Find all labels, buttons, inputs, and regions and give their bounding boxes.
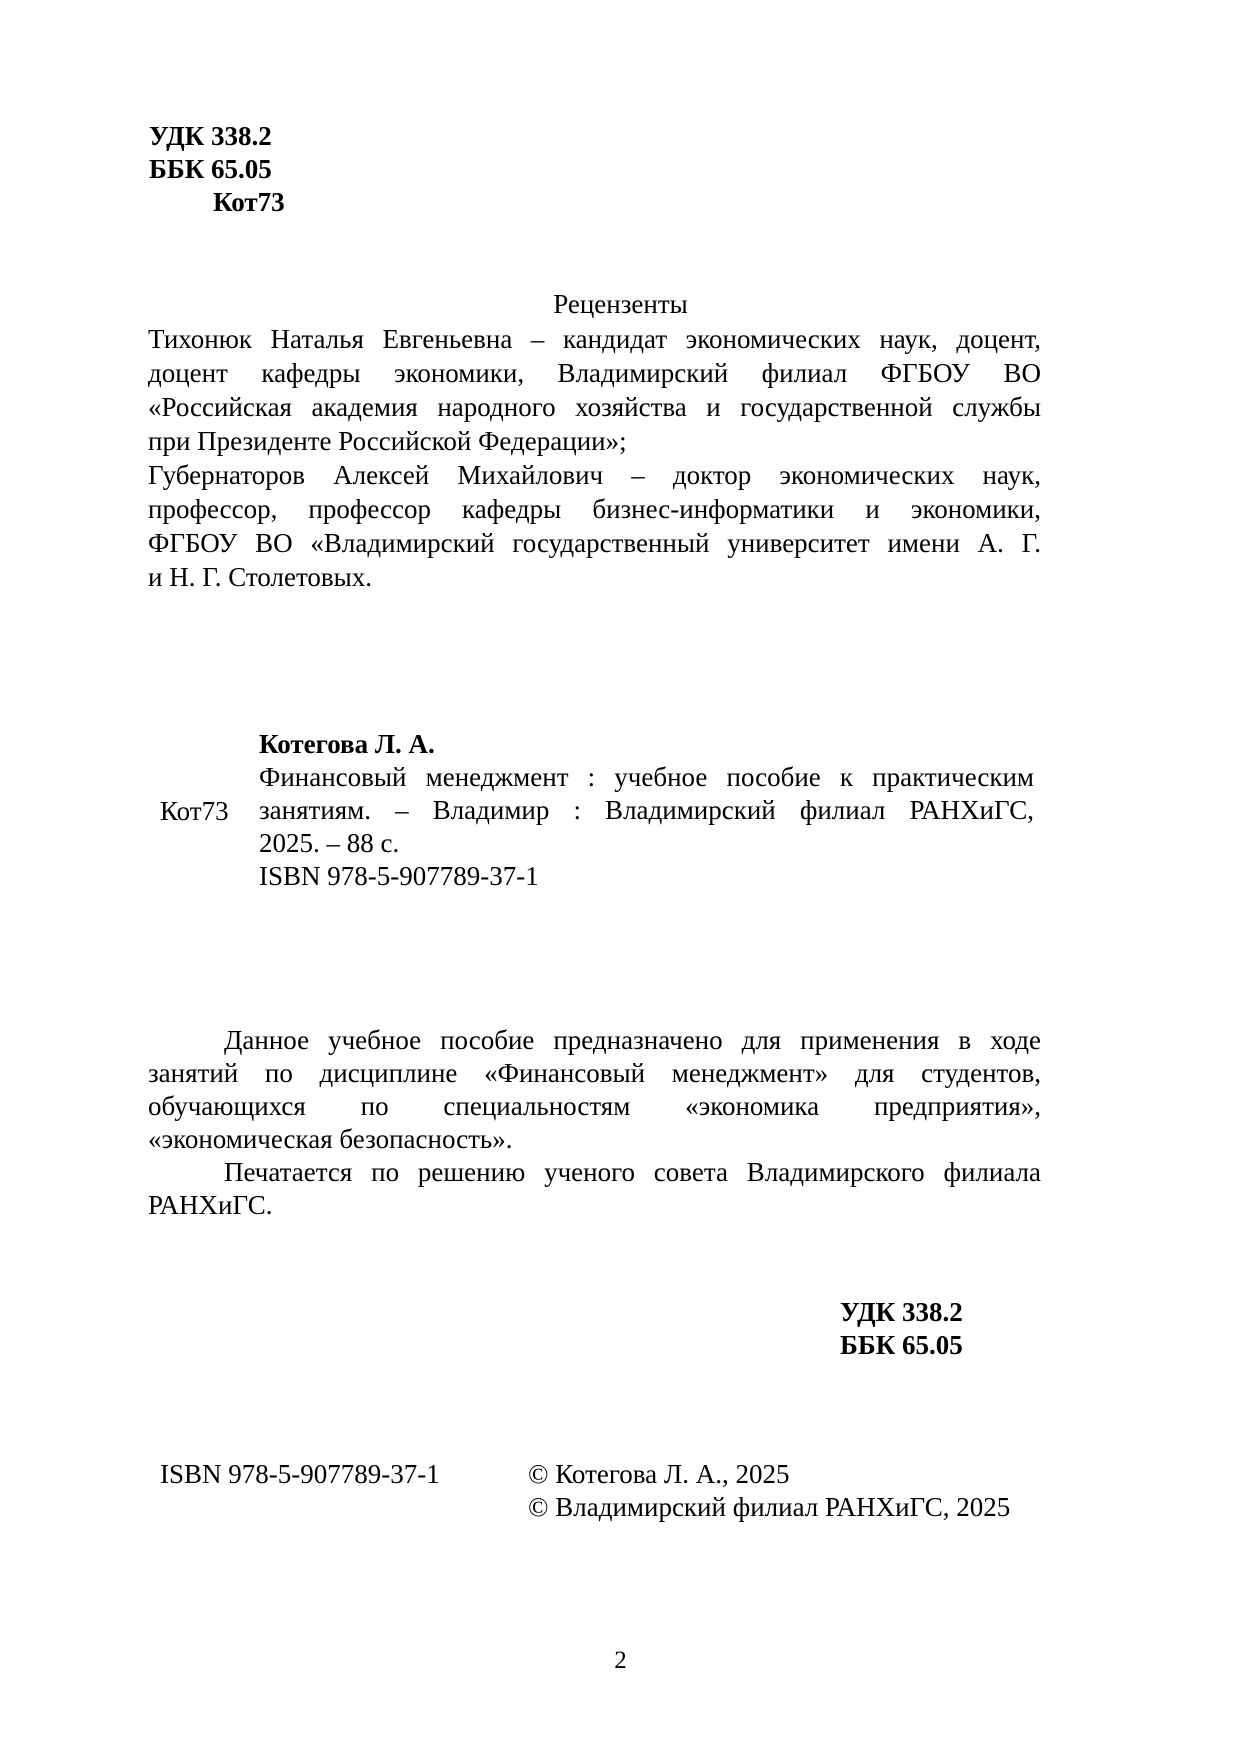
bib-author: Котегова Л. А. [259, 729, 435, 759]
reviewer-text-line: «Российская академия народного хозяйства и государственной службы [148, 392, 1041, 422]
annotation-line: РАНХиГС. [148, 1190, 273, 1220]
isbn: ISBN 978-5-907789-37-1 [160, 1459, 440, 1489]
reviewer-text-line: доцент кафедры экономики, Владимирский филиал ФГБОУ ВО [148, 358, 1041, 388]
annotation [148, 1024, 1041, 1222]
udk-code: УДК 338.2 [149, 121, 272, 151]
bibliographic-entry [259, 728, 1034, 893]
classification-codes-bottom [840, 1296, 963, 1362]
copyright-block [528, 1458, 1010, 1524]
annotation-line: занятий по дисциплине «Финансовый менеджмент» для студентов, [148, 1058, 1041, 1088]
bbk-code: ББК 65.05 [840, 1330, 963, 1360]
reviewer-text-line: при Президенте Российской Федерации»; [148, 426, 627, 456]
annotation-line: «экономическая безопасность». [148, 1124, 513, 1154]
author-mark: Кот73 [213, 187, 285, 217]
bbk-code: ББК 65.05 [149, 154, 272, 184]
annotation-line: обучающихся по специальностям «экономика предприятия», [148, 1091, 1041, 1121]
annotation-line: Данное учебное пособие предназначено для применения в ходе [224, 1025, 1041, 1055]
classification-codes-top [149, 120, 285, 219]
reviewer-text-line: и Н. Г. Столетовых. [148, 562, 373, 592]
reviewer-text-line: Тихонюк Наталья Евгеньевна – кандидат экономических наук, доцент, [148, 324, 1041, 354]
bibliographic-code: Кот73 [160, 796, 229, 826]
reviewer-text-line: профессор, профессор кафедры бизнес-информатики и экономики, [148, 494, 1041, 524]
copyright-organization: © Владимирский филиал РАНХиГС, 2025 [528, 1492, 1011, 1522]
reviewers-list [148, 322, 1041, 594]
bib-title-line: Финансовый менеджмент : учебное пособие к практическим [259, 762, 1034, 792]
copyright-author: © Котегова Л. А., 2025 [528, 1459, 790, 1489]
reviewer-text-line: Губернаторов Алексей Михайлович – доктор экономических наук, [148, 460, 1041, 490]
annotation-line: Печатается по решению ученого совета Владимирского филиала [224, 1157, 1041, 1187]
udk-code: УДК 338.2 [840, 1297, 963, 1327]
reviewer-text-line: ФГБОУ ВО «Владимирский государственный университет имени А. Г. [148, 528, 1041, 558]
bib-isbn: ISBN 978-5-907789-37-1 [259, 861, 539, 891]
reviewers-heading: Рецензенты [553, 289, 688, 319]
bib-title-line: занятиям. – Владимир : Владимирский филиал РАНХиГС, [259, 795, 1034, 825]
page-number: 2 [614, 1647, 627, 1674]
bib-title-line: 2025. – 88 с. [259, 828, 400, 858]
